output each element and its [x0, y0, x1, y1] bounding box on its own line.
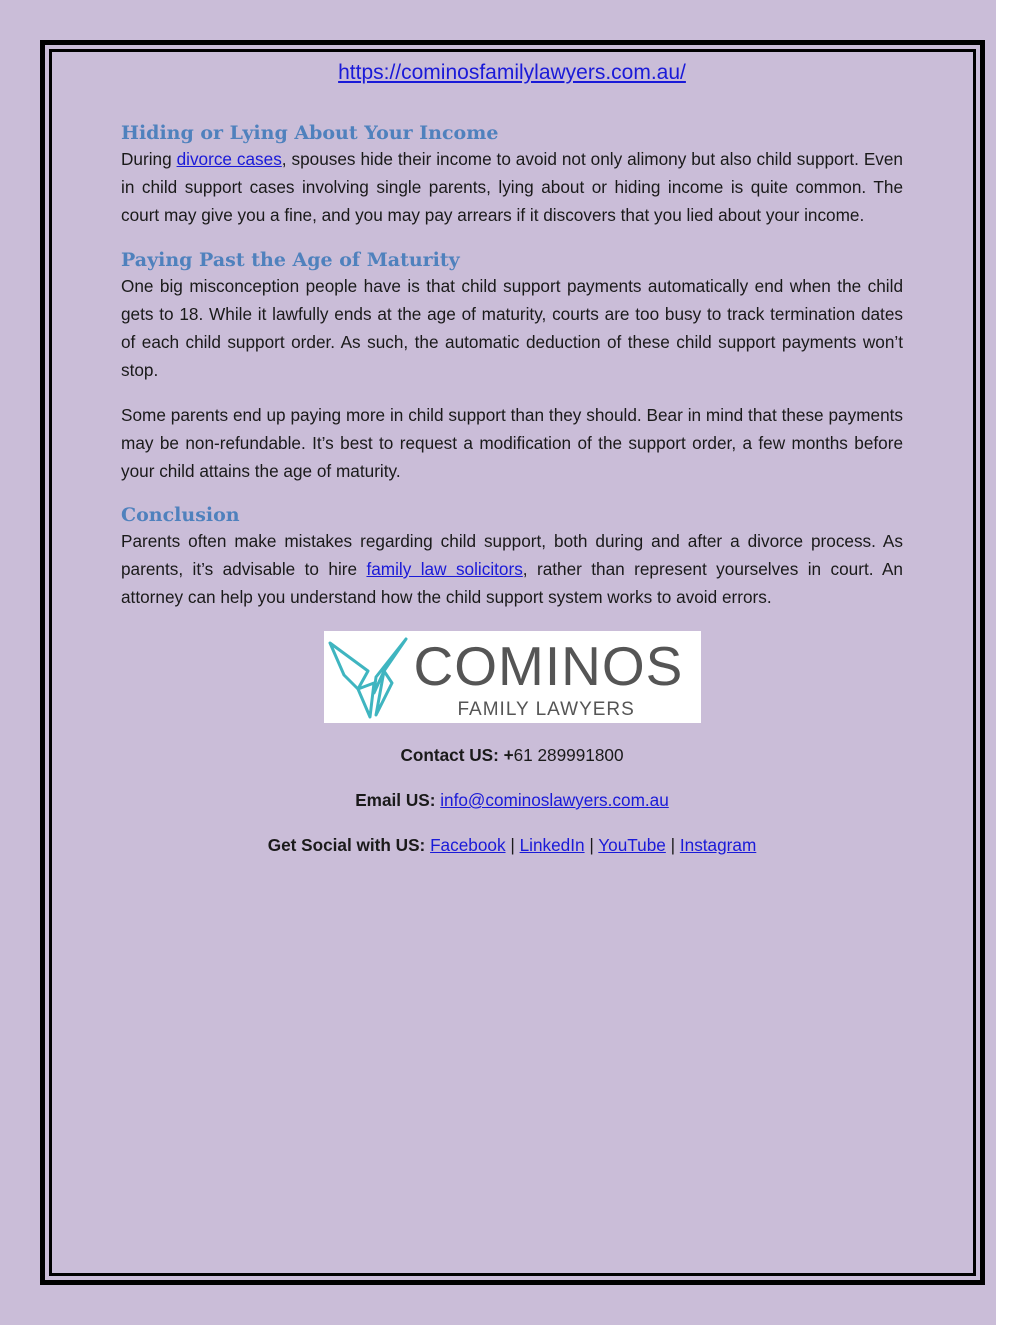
contact-phone-line: [121, 743, 903, 767]
maturity-paragraph-2: Some parents end up paying more in child support than they should. Bear in mind that these payments may be non-refundable. It’s best to request a modification of the support order, a few months before your child attains the age of maturity.: [121, 405, 903, 481]
document-body: [121, 58, 903, 857]
email-link[interactable]: info@cominoslawyers.com.au: [440, 790, 669, 810]
social-label: Get Social with US:: [267, 835, 431, 855]
linkedin-link[interactable]: LinkedIn: [519, 835, 585, 855]
income-paragraph: [121, 145, 903, 229]
social-links-line: [121, 833, 903, 857]
contact-email-label: Email US:: [355, 790, 441, 810]
conclusion-text-end: , rather than represent yourselves in court. An attorney can help you understand how the child support system works to avoid errors.: [121, 559, 903, 607]
contact-phone-value: 61 289991800: [513, 745, 624, 765]
logo-wordmark: COMINOS: [413, 635, 684, 697]
instagram-link[interactable]: Instagram: [679, 835, 757, 855]
youtube-link[interactable]: YouTube: [598, 835, 666, 855]
paper-plane-logo-icon: [324, 631, 414, 723]
contact-phone-label: Contact US: +: [400, 745, 514, 765]
section-heading-conclusion: Conclusion: [121, 504, 240, 526]
page-edge-strip: [996, 0, 1024, 1325]
site-url-link[interactable]: https://cominosfamilylawyers.com.au/: [338, 61, 686, 84]
section-heading-maturity: Paying Past the Age of Maturity: [121, 249, 460, 271]
social-separator: |: [589, 835, 594, 855]
site-url-header: [121, 58, 903, 88]
income-text-start: During: [121, 149, 177, 169]
logo-subtitle: FAMILY LAWYERS: [457, 699, 635, 720]
social-separator: |: [510, 835, 515, 855]
company-logo: [324, 631, 701, 723]
section-heading-income: Hiding or Lying About Your Income: [121, 122, 499, 144]
contact-email-line: [121, 788, 903, 812]
income-text-end: , spouses hide their income to avoid not only alimony but also child support. Even in child support cases involving single parents, lying about or hiding income is quite common. The court may give you a fine, and you may pay arrears if it discovers that you lied about your income.: [121, 149, 903, 225]
conclusion-text-start: Parents often make mistakes regarding child support, both during and after a divorce process. As parents, it’s advisable to hire: [121, 531, 903, 579]
conclusion-paragraph: [121, 527, 903, 611]
divorce-cases-link[interactable]: divorce cases: [176, 149, 282, 169]
maturity-paragraph-1: One big misconception people have is that child support payments automatically end when the child gets to 18. While it lawfully ends at the age of maturity, courts are too busy to track termination dates of each child support order. As such, the automatic deduction of these child support payments won’t stop.: [121, 276, 903, 380]
social-separator: |: [670, 835, 676, 855]
family-law-solicitors-link[interactable]: family law solicitors: [366, 559, 523, 579]
facebook-link[interactable]: Facebook: [430, 835, 506, 855]
